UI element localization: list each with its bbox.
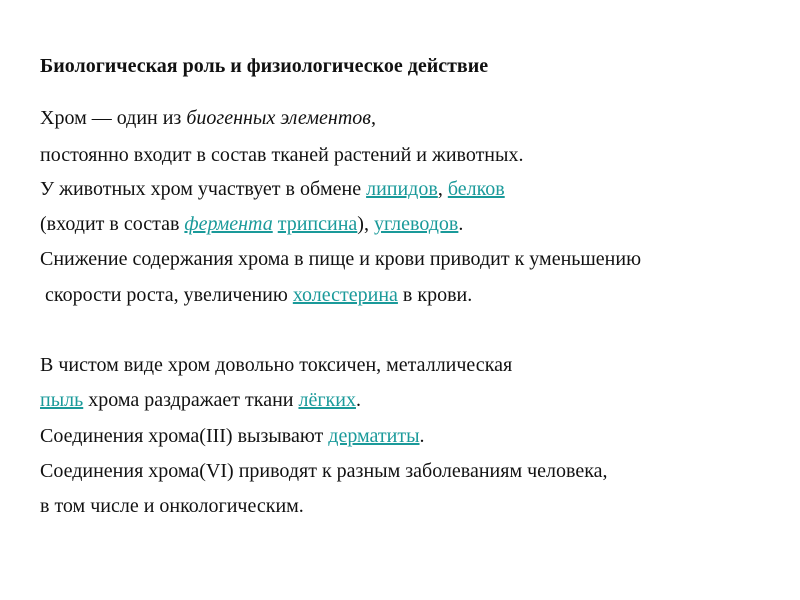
text-line: постоянно входит в состав тканей растений и животных. — [40, 144, 524, 166]
text-span: У животных хром участвует в обмене — [40, 178, 367, 200]
text-span: Хром — один из — [40, 107, 187, 129]
text-line — [40, 283, 472, 307]
text-span: скорости роста, увеличению — [40, 284, 293, 306]
link-enzyme[interactable]: фермента — [184, 213, 273, 235]
link-cholesterol[interactable]: холестерина — [292, 284, 398, 306]
link-dust[interactable]: пыль — [40, 389, 84, 411]
link-lipids[interactable]: липидов — [366, 178, 438, 200]
text-span: Соединения хрома(III) вызывают — [40, 425, 329, 447]
link-carbohydrates[interactable]: углеводов — [373, 213, 459, 235]
text-line — [40, 388, 361, 412]
text-span: хрома раздражает ткани — [83, 389, 299, 411]
text-line — [40, 177, 505, 201]
text-span: . — [355, 389, 361, 411]
text-line: Соединения хрома(VI) приводят к разным заболеваниям человека, — [40, 460, 608, 482]
text-span: (входит в состав — [40, 213, 185, 235]
italic-term: биогенных элементов — [186, 107, 371, 129]
text-span: . — [458, 213, 464, 235]
text-line: В чистом виде хром довольно токсичен, металлическая — [40, 354, 513, 376]
text-span: . — [419, 425, 425, 447]
text-span: ), — [357, 213, 374, 235]
text-line — [40, 212, 463, 236]
link-trypsin[interactable]: трипсина — [277, 213, 358, 235]
link-proteins[interactable]: белков — [447, 178, 505, 200]
link-lungs[interactable]: лёгких — [298, 389, 356, 411]
text-line — [40, 106, 376, 130]
text-span: в крови. — [397, 284, 473, 306]
text-line — [40, 424, 425, 448]
text-span: , — [370, 107, 376, 129]
text-line: в том числе и онкологическим. — [40, 495, 304, 517]
slide-title: Биологическая роль и физиологическое действие — [40, 55, 489, 77]
text-span: , — [437, 178, 448, 200]
text-line: Снижение содержания хрома в пище и крови приводит к уменьшению — [40, 248, 642, 270]
link-dermatitis[interactable]: дерматиты — [328, 425, 420, 447]
